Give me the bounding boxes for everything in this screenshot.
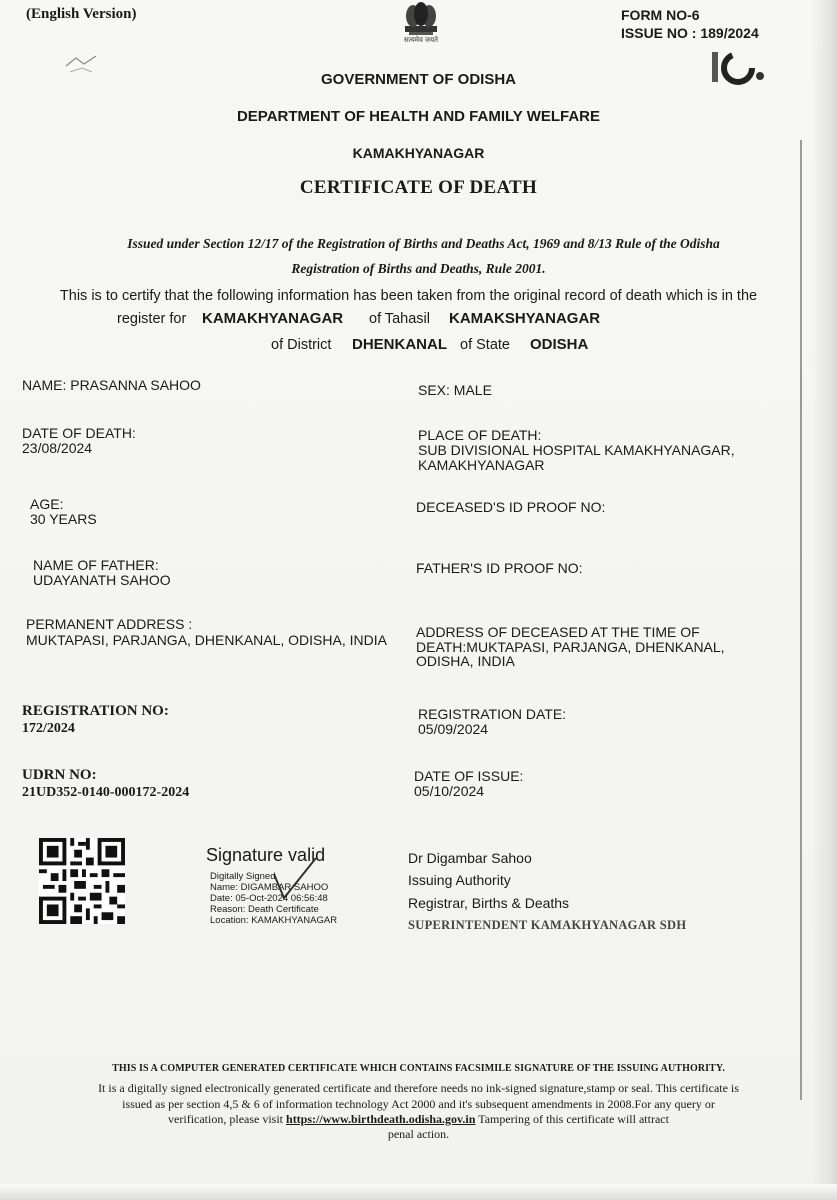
footer-line-2: issued as per section 4,5 & 6 of information technology Act 2000 and it's subsequent amendments in 2008.For any query or bbox=[122, 1097, 715, 1111]
permanent-address-value: MUKTAPASI, PARJANGA, DHENKANAL, ODISHA, INDIA bbox=[26, 632, 387, 648]
father-name-label: NAME OF FATHER: bbox=[33, 557, 159, 573]
authority-registrar: Registrar, Births & Deaths bbox=[408, 895, 570, 911]
register-for-label: register for bbox=[117, 311, 187, 327]
certificate-title: CERTIFICATE OF DEATH bbox=[299, 177, 538, 198]
deceased-id-proof-label: DECEASED'S ID PROOF NO: bbox=[416, 499, 606, 515]
registration-number-label: REGISTRATION NO: bbox=[22, 703, 169, 719]
father-id-proof-label: FATHER'S ID PROOF NO: bbox=[416, 560, 583, 576]
of-state-label: of State bbox=[460, 337, 510, 353]
computer-generated-notice: THIS IS A COMPUTER GENERATED CERTIFICATE WHICH CONTAINS FACSIMILE SIGNATURE OF THE ISSUING AUTHORITY. bbox=[112, 1063, 725, 1074]
registration-date-label: REGISTRATION DATE: bbox=[418, 706, 567, 722]
authority-superintendent: SUPERINTENDENT KAMAKHYANAGAR SDH bbox=[408, 918, 687, 932]
date-of-death-value: 23/08/2024 bbox=[22, 440, 93, 456]
page-edge-shadow bbox=[811, 0, 837, 1200]
government-title: GOVERNMENT OF ODISHA bbox=[320, 71, 516, 88]
age-value: 30 YEARS bbox=[30, 511, 97, 527]
preamble-line-2: Registration of Births and Deaths, Rule 2001. bbox=[291, 261, 546, 276]
digitally-signed-label: Digitally Signed bbox=[210, 871, 276, 882]
signature-date: Date: 05-Oct-2024 06:56:48 bbox=[210, 893, 328, 904]
department-title: DEPARTMENT OF HEALTH AND FAMILY WELFARE bbox=[236, 108, 601, 125]
preamble-line-1: Issued under Section 12/17 of the Registration of Births and Deaths Act, 1969 and 8/13 Rule of the Odisha bbox=[127, 236, 720, 251]
udrn-label: UDRN NO: bbox=[22, 767, 97, 783]
page-bottom-band bbox=[0, 1184, 837, 1200]
footer-tamper-text: Tampering of this certificate will attract bbox=[478, 1112, 669, 1126]
of-district-label: of District bbox=[271, 337, 332, 353]
authority-name: Dr Digambar Sahoo bbox=[408, 850, 532, 866]
state-value: ODISHA bbox=[530, 336, 589, 353]
date-of-issue-label: DATE OF ISSUE: bbox=[414, 768, 524, 784]
address-at-death-label: ADDRESS OF DECEASED AT THE TIME OF bbox=[416, 624, 700, 640]
signature-valid-label: Signature valid bbox=[206, 845, 326, 865]
address-at-death-value-1: DEATH:MUKTAPASI, PARJANGA, DHENKANAL, bbox=[416, 639, 725, 655]
udrn-value: 21UD352-0140-000172-2024 bbox=[22, 785, 190, 800]
signature-location: Location: KAMAKHYANAGAR bbox=[210, 915, 338, 926]
registration-date-value: 05/09/2024 bbox=[418, 721, 489, 737]
signer-name: Name: DIGAMBAR SAHOO bbox=[210, 882, 329, 893]
age-label: AGE: bbox=[30, 496, 64, 512]
place-of-death-value-2: KAMAKHYANAGAR bbox=[418, 457, 545, 473]
emblem-caption: सत्यमेव जयते bbox=[403, 37, 439, 44]
father-name-value: UDAYANATH SAHOO bbox=[33, 572, 171, 588]
footer-line-3 bbox=[0, 1112, 837, 1127]
issue-number: ISSUE NO : 189/2024 bbox=[621, 25, 759, 41]
signature-reason: Reason: Death Certificate bbox=[210, 904, 319, 915]
place-of-death-value-1: SUB DIVISIONAL HOSPITAL KAMAKHYANAGAR, bbox=[418, 442, 735, 458]
permanent-address-label: PERMANENT ADDRESS : bbox=[26, 616, 193, 632]
tahasil-value: KAMAKSHYANAGAR bbox=[449, 310, 601, 327]
sex-value: SEX: MALE bbox=[418, 382, 492, 398]
footer-line-1: It is a digitally signed electronically generated certificate and therefore needs no ink-signed signature,stamp or seal. This certificate is bbox=[98, 1081, 739, 1095]
authority-role: Issuing Authority bbox=[408, 872, 511, 888]
district-value: DHENKANAL bbox=[352, 336, 447, 353]
footer-verify-text: verification, please visit bbox=[168, 1112, 284, 1126]
certify-line-1: This is to certify that the following information has been taken from the original record of death which is in the bbox=[59, 288, 758, 304]
verification-link[interactable]: https://www.birthdeath.odisha.gov.in bbox=[286, 1112, 476, 1126]
english-version-label: (English Version) bbox=[26, 6, 137, 22]
place-of-death-label: PLACE OF DEATH: bbox=[418, 427, 542, 443]
footer-line-4: penal action. bbox=[387, 1127, 450, 1141]
qr-code-icon bbox=[38, 838, 126, 924]
registration-number-value: 172/2024 bbox=[22, 721, 75, 736]
page-edge-line bbox=[800, 140, 802, 1100]
form-number: FORM NO-6 bbox=[621, 7, 700, 23]
location-title: KAMAKHYANAGAR bbox=[352, 145, 485, 161]
of-tahasil-label: of Tahasil bbox=[369, 311, 430, 327]
address-at-death-value-2: ODISHA, INDIA bbox=[416, 653, 515, 669]
register-place: KAMAKHYANAGAR bbox=[202, 310, 344, 327]
date-of-issue-value: 05/10/2024 bbox=[414, 783, 485, 799]
date-of-death-label: DATE OF DEATH: bbox=[22, 425, 136, 441]
deceased-name: NAME: PRASANNA SAHOO bbox=[22, 377, 201, 393]
